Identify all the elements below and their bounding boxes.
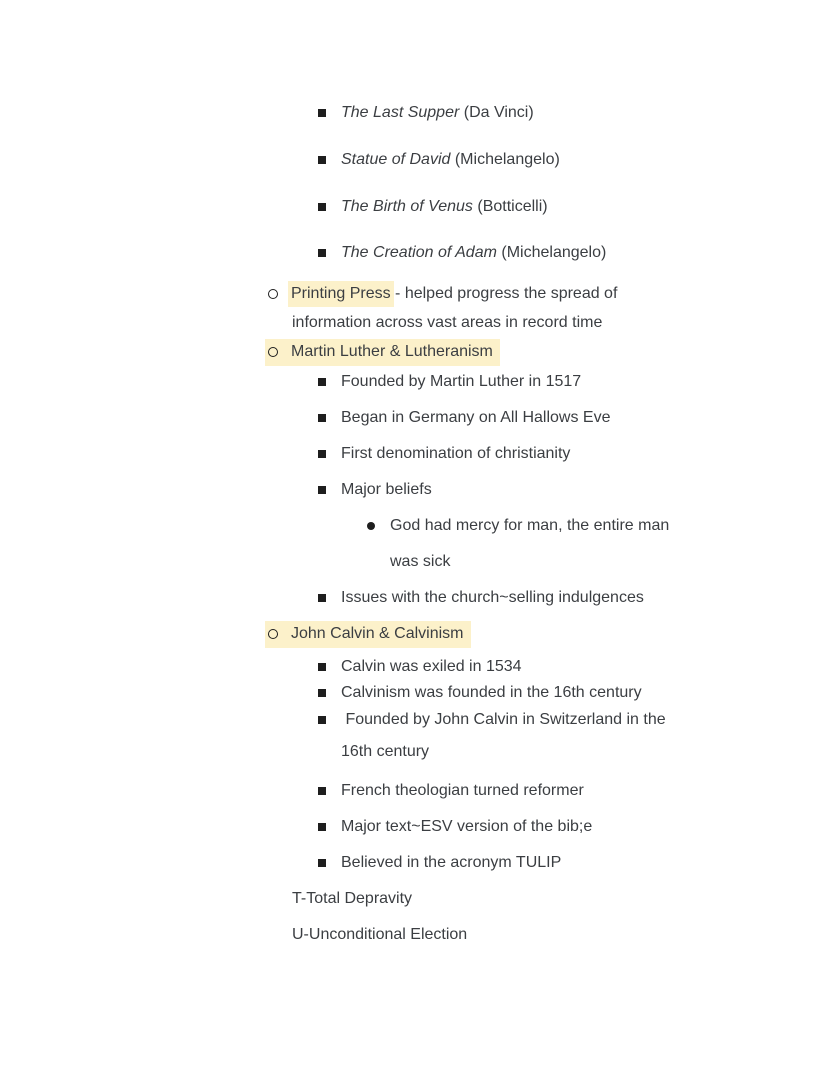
paragraph-tulip-t [292,888,412,910]
square-bullet-icon [318,787,326,795]
square-bullet-icon [318,716,326,724]
circle-bullet-icon [268,629,278,639]
printing-press-text [291,283,617,305]
artwork-text [341,196,548,218]
square-bullet-icon [318,414,326,422]
list-item [318,407,610,429]
list-item [318,682,642,704]
square-bullet-icon [318,594,326,602]
square-bullet-icon [318,156,326,164]
square-bullet-icon [318,378,326,386]
list-item [318,816,592,838]
list-item [318,479,432,501]
luther-point: Began in Germany on All Hallows Eve [341,409,611,426]
calvin-heading-text: John Calvin & Calvinism [291,625,464,642]
list-item [318,587,644,609]
artwork-artist: (Da Vinci) [459,104,534,121]
list-item-calvin-heading [268,623,471,645]
square-bullet-icon [318,203,326,211]
artwork-title: The Creation of Adam [341,244,497,261]
paragraph-tulip-u [292,924,467,946]
list-item [318,443,570,465]
luther-point: Major beliefs [341,481,432,498]
square-bullet-icon [318,663,326,671]
artwork-artist: (Michelangelo) [450,151,560,168]
list-item-luther-heading [268,341,500,363]
calvin-founded-line2: 16th century [341,743,430,760]
calvin-point: French theologian turned reformer [341,782,584,799]
list-item [318,371,581,393]
list-item-artwork [318,196,548,218]
square-bullet-icon [318,823,326,831]
list-item-continuation [390,551,450,573]
calvin-point: Calvin was exiled in 1534 [341,658,522,675]
artwork-title: The Birth of Venus [341,198,473,215]
highlighted-heading [265,339,500,366]
artwork-text [341,149,560,171]
luther-point: Founded by Martin Luther in 1517 [341,373,582,390]
belief-line1: God had mercy for man, the entire man [390,517,670,534]
calvin-founded-line1: Founded by John Calvin in Switzerland in the [341,711,666,728]
calvin-point: Major text~ESV version of the bib;e [341,818,593,835]
square-bullet-icon [318,450,326,458]
calvin-point: Believed in the acronym TULIP [341,854,562,871]
square-bullet-icon [318,109,326,117]
list-item-artwork [318,102,534,124]
printing-press-rest: - helped progress the spread of [390,285,618,302]
calvin-point: Calvinism was founded in the 16th century [341,684,642,701]
list-item-artwork [318,242,606,264]
square-bullet-icon [318,486,326,494]
artwork-text [341,242,606,264]
list-item [318,656,522,678]
disc-bullet-icon [367,522,375,530]
list-item [318,780,584,802]
artwork-artist: (Botticelli) [472,198,548,215]
belief-line2: was sick [390,553,451,570]
luther-point: First denomination of christianity [341,445,571,462]
highlighted-text: Printing Press [288,281,394,307]
highlighted-heading [265,621,471,648]
list-item-artwork [318,149,560,171]
list-item-continuation [341,741,429,763]
list-item-printing-press [268,283,617,305]
artwork-artist: (Michelangelo) [496,244,607,261]
tulip-line: T-Total Depravity [292,890,413,907]
luther-issues: Issues with the church~selling indulgences [341,589,644,606]
list-item-belief [367,515,669,537]
list-item [318,852,561,874]
luther-heading-text: Martin Luther & Lutheranism [291,343,493,360]
printing-press-line2: information across vast areas in record time [292,314,603,331]
circle-bullet-icon [268,289,278,299]
list-item [318,709,666,731]
square-bullet-icon [318,249,326,257]
list-item-continuation [292,312,602,334]
artwork-title: Statue of David [341,151,451,168]
square-bullet-icon [318,689,326,697]
square-bullet-icon [318,859,326,867]
tulip-line: U-Unconditional Election [292,926,468,943]
artwork-text [341,102,534,124]
artwork-title: The Last Supper [341,104,460,121]
circle-bullet-icon [268,347,278,357]
